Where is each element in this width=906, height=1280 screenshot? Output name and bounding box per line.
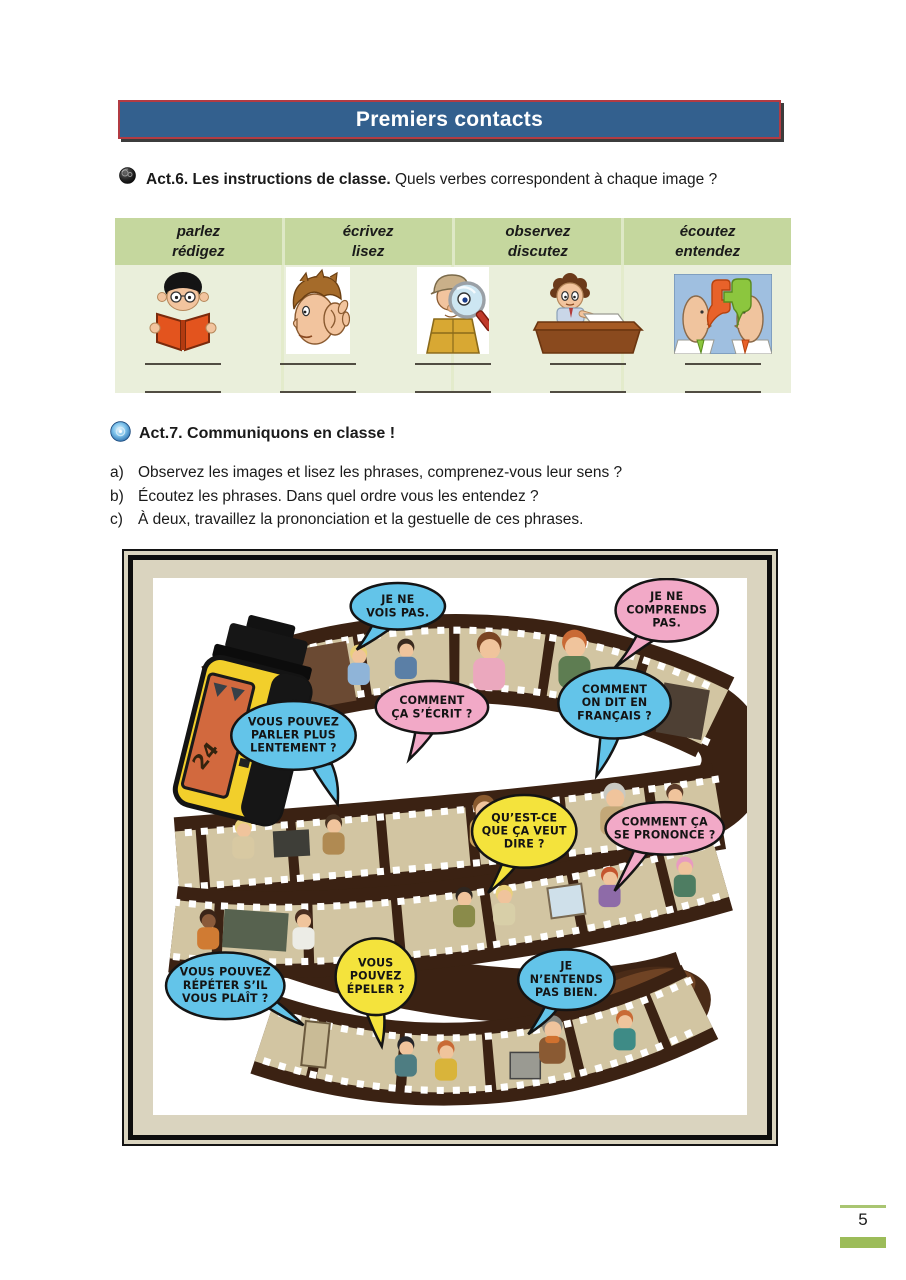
svg-text:ÇA S’ÉCRIT ?: ÇA S’ÉCRIT ? (391, 707, 473, 721)
answer-line (685, 363, 761, 365)
svg-text:COMPRENDS: COMPRENDS (626, 603, 708, 617)
answer-line (550, 363, 626, 365)
answer-line (550, 391, 626, 393)
item-marker: a) (110, 464, 124, 481)
canister-label: 24 (187, 737, 224, 775)
table-column (521, 265, 656, 393)
table-column (656, 265, 791, 393)
act6-title: Act.6. Les instructions de classe. (146, 171, 391, 188)
table-column (385, 265, 520, 393)
svg-text:PAS BIEN.: PAS BIEN. (535, 985, 598, 999)
verb-header-observez: observez discutez (455, 218, 625, 265)
item-marker: c) (110, 511, 123, 528)
speech-bubble-comment-ca-secrit (376, 681, 488, 760)
svg-text:RÉPÉTER S’IL: RÉPÉTER S’IL (182, 978, 268, 992)
dark-sphere-gears-icon (119, 167, 136, 184)
answer-line (685, 391, 761, 393)
svg-text:QUE ÇA VEUT: QUE ÇA VEUT (481, 824, 567, 838)
page-number-bar (840, 1237, 886, 1248)
svg-text:ON DIT EN: ON DIT EN (581, 696, 648, 710)
list-item-c (110, 508, 830, 532)
comic-illustration (153, 578, 747, 1115)
svg-text:VOUS POUVEZ: VOUS POUVEZ (247, 715, 340, 729)
answer-line (415, 391, 491, 393)
svg-text:COMMENT: COMMENT (399, 694, 465, 708)
svg-text:POUVEZ: POUVEZ (349, 969, 402, 983)
act6-subtitle: Quels verbes correspondent à chaque image ? (390, 171, 718, 188)
svg-text:PAS.: PAS. (652, 616, 682, 630)
list-item-a (110, 461, 830, 485)
svg-text:COMMENT: COMMENT (581, 683, 648, 697)
svg-text:COMMENT ÇA: COMMENT ÇA (621, 815, 708, 829)
svg-text:LENTEMENT ?: LENTEMENT ? (250, 741, 337, 755)
svg-text:JE: JE (560, 959, 573, 973)
verb-header-parlez: parlez rédigez (115, 218, 285, 265)
svg-text:VOUS POUVEZ: VOUS POUVEZ (179, 965, 271, 979)
item-marker: b) (110, 487, 124, 505)
table-column (115, 265, 250, 393)
verb-header-ecoutez: écoutez entendez (675, 222, 741, 260)
speech-bubble-comment-on-dit (558, 668, 670, 776)
title-banner (118, 100, 781, 139)
svg-text:VOUS PLAÎT ?: VOUS PLAÎT ? (182, 991, 269, 1005)
svg-text:DIRE ?: DIRE ? (503, 837, 545, 851)
svg-text:SE PRONONCE ?: SE PRONONCE ? (613, 828, 716, 842)
answer-line (280, 391, 356, 393)
svg-text:VOIS PAS.: VOIS PAS. (366, 606, 430, 620)
answer-line (280, 363, 356, 365)
comic-frame (122, 549, 778, 1146)
detective-magnifier-image (417, 267, 489, 354)
answer-line (415, 363, 491, 365)
verb-table-body (115, 265, 791, 393)
act7-title: Act.7. Communiquons en classe ! (139, 425, 396, 442)
list-item-b (110, 485, 830, 509)
page-title: Premiers contacts (355, 107, 544, 131)
item-text: Écoutez les phrases. Dans quel ordre vous les entendez ? (138, 487, 539, 505)
answer-line (145, 391, 221, 393)
act6-heading (146, 170, 846, 190)
svg-text:JE NE: JE NE (381, 593, 415, 607)
boy-writing-desk-image (530, 270, 646, 354)
svg-text:JE NE: JE NE (650, 590, 684, 604)
boy-listening-image (286, 267, 350, 354)
blue-disc-icon (110, 421, 131, 442)
boy-reading-book-image (135, 268, 231, 354)
page-number: 5 (858, 1210, 868, 1229)
table-column (250, 265, 385, 393)
svg-text:PARLER PLUS: PARLER PLUS (251, 728, 336, 742)
verb-header-ecrivez: écrivez lisez (285, 218, 455, 265)
verb-table-header (115, 218, 791, 265)
svg-text:ÉPELER ?: ÉPELER ? (346, 982, 405, 996)
page-number-rule-top (840, 1205, 886, 1208)
svg-text:FRANÇAIS ?: FRANÇAIS ? (577, 709, 652, 723)
verb-table (115, 218, 791, 393)
answer-line (145, 363, 221, 365)
two-people-talking-image (674, 274, 772, 354)
svg-text:VOUS: VOUS (358, 956, 394, 970)
item-text: À deux, travaillez la prononciation et la gestuelle de ces phrases. (138, 511, 584, 528)
act7-list (110, 461, 830, 532)
comic-frame-inner (128, 555, 772, 1140)
svg-text:QU’EST-CE: QU’EST-CE (491, 811, 558, 825)
item-text: Observez les images et lisez les phrases, comprenez-vous leur sens ? (138, 464, 623, 481)
svg-text:N’ENTENDS: N’ENTENDS (529, 972, 604, 986)
